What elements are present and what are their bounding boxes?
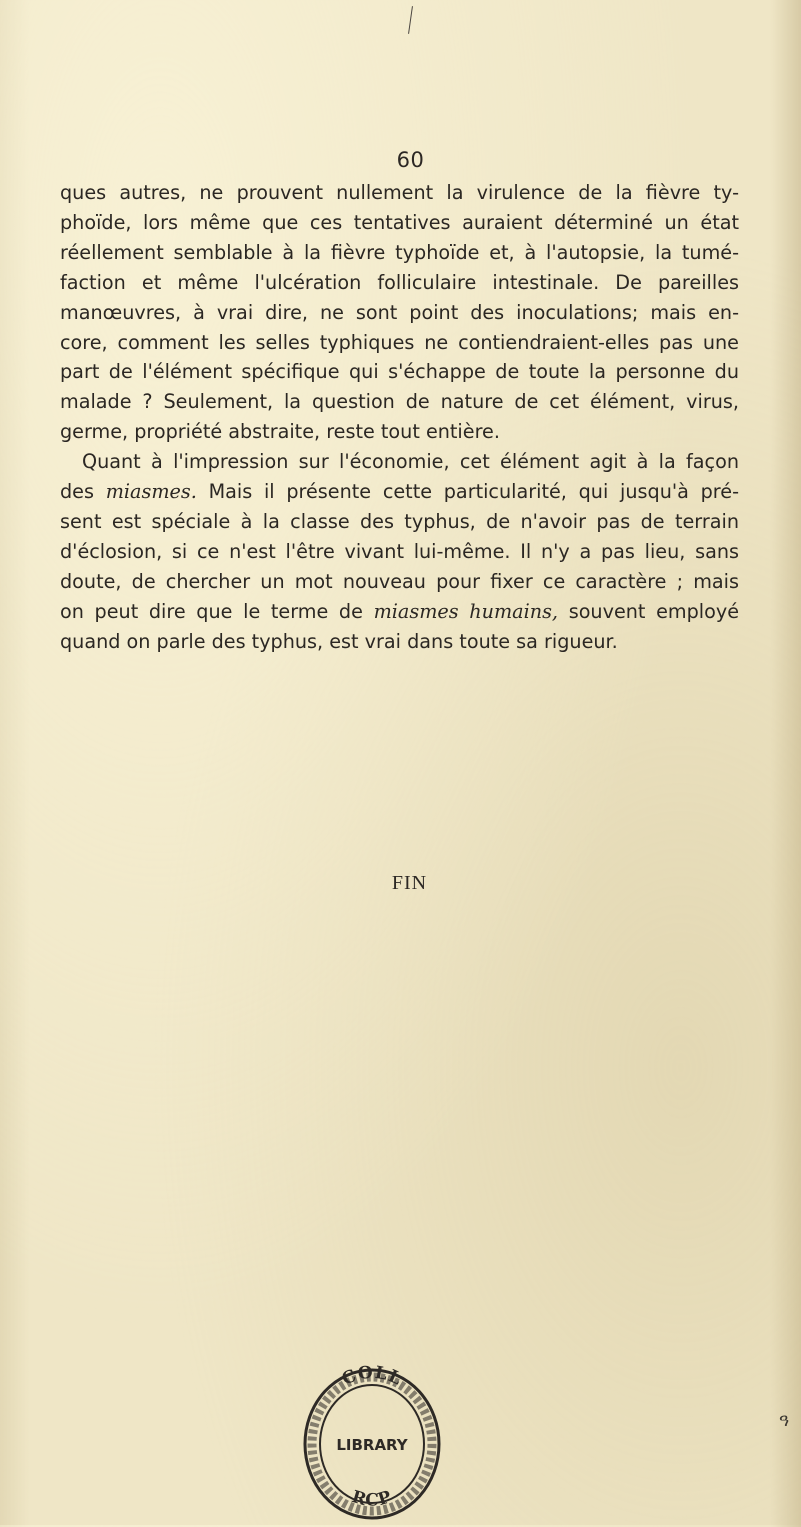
- text-line: Quant à l'impression sur l'économie, cet élément agit à la façon: [82, 450, 739, 474]
- text-line: quand on parle des typhus, est vrai dans toute sa rigueur.: [60, 629, 618, 653]
- text-fragment: des: [60, 480, 106, 504]
- text-fragment: souvent employé: [558, 599, 740, 623]
- end-marker: FIN: [391, 872, 428, 894]
- text-line: [60, 597, 739, 627]
- italic-term: miasmes humains,: [373, 599, 559, 623]
- corner-mark: ዓ: [779, 1411, 790, 1431]
- text-line: part de l'élément spécifique qui s'échappe de toute la personne du: [60, 360, 739, 384]
- stamp-center-text: LIBRARY: [336, 1436, 408, 1454]
- page-number: 60: [396, 148, 425, 172]
- text-line: doute, de chercher un mot nouveau pour fixer ce caractère ; mais: [60, 569, 739, 593]
- text-line: faction et même l'ulcération folliculaire intestinale. De pareilles: [60, 270, 739, 294]
- library-stamp: [297, 1362, 447, 1527]
- text-line: manœuvres, à vrai dire, ne sont point des inoculations; mais en-: [60, 300, 739, 324]
- text-line: phoïde, lors même que ces tentatives auraient déterminé un état: [60, 210, 739, 234]
- text-line: réellement semblable à la fièvre typhoïde et, à l'autopsie, la tumé-: [60, 240, 739, 264]
- text-line: germe, propriété abstraite, reste tout entière.: [60, 420, 500, 444]
- text-line: [60, 477, 739, 507]
- pencil-mark: [408, 6, 413, 34]
- text-fragment: on peut dire que le terme de: [60, 599, 374, 623]
- text-line: malade ? Seulement, la question de nature de cet élément, virus,: [60, 390, 739, 414]
- text-line: ques autres, ne prouvent nullement la virulence de la fièvre ty-: [60, 181, 739, 204]
- italic-term: miasmes.: [105, 480, 197, 504]
- body-text: [60, 178, 739, 657]
- text-line: d'éclosion, si ce n'est l'être vivant lui-même. Il n'y a pas lieu, sans: [60, 539, 739, 563]
- stamp-bottom-text: RCP: [349, 1486, 395, 1511]
- text-line: sent est spéciale à la classe des typhus, de n'avoir pas de terrain: [60, 509, 739, 533]
- text-fragment: Mais il présente cette particularité, qui jusqu'à pré-: [196, 480, 739, 504]
- stamp-top-text: COLL: [339, 1362, 406, 1390]
- text-line: core, comment les selles typhiques ne contiendraient-elles pas une: [60, 330, 739, 354]
